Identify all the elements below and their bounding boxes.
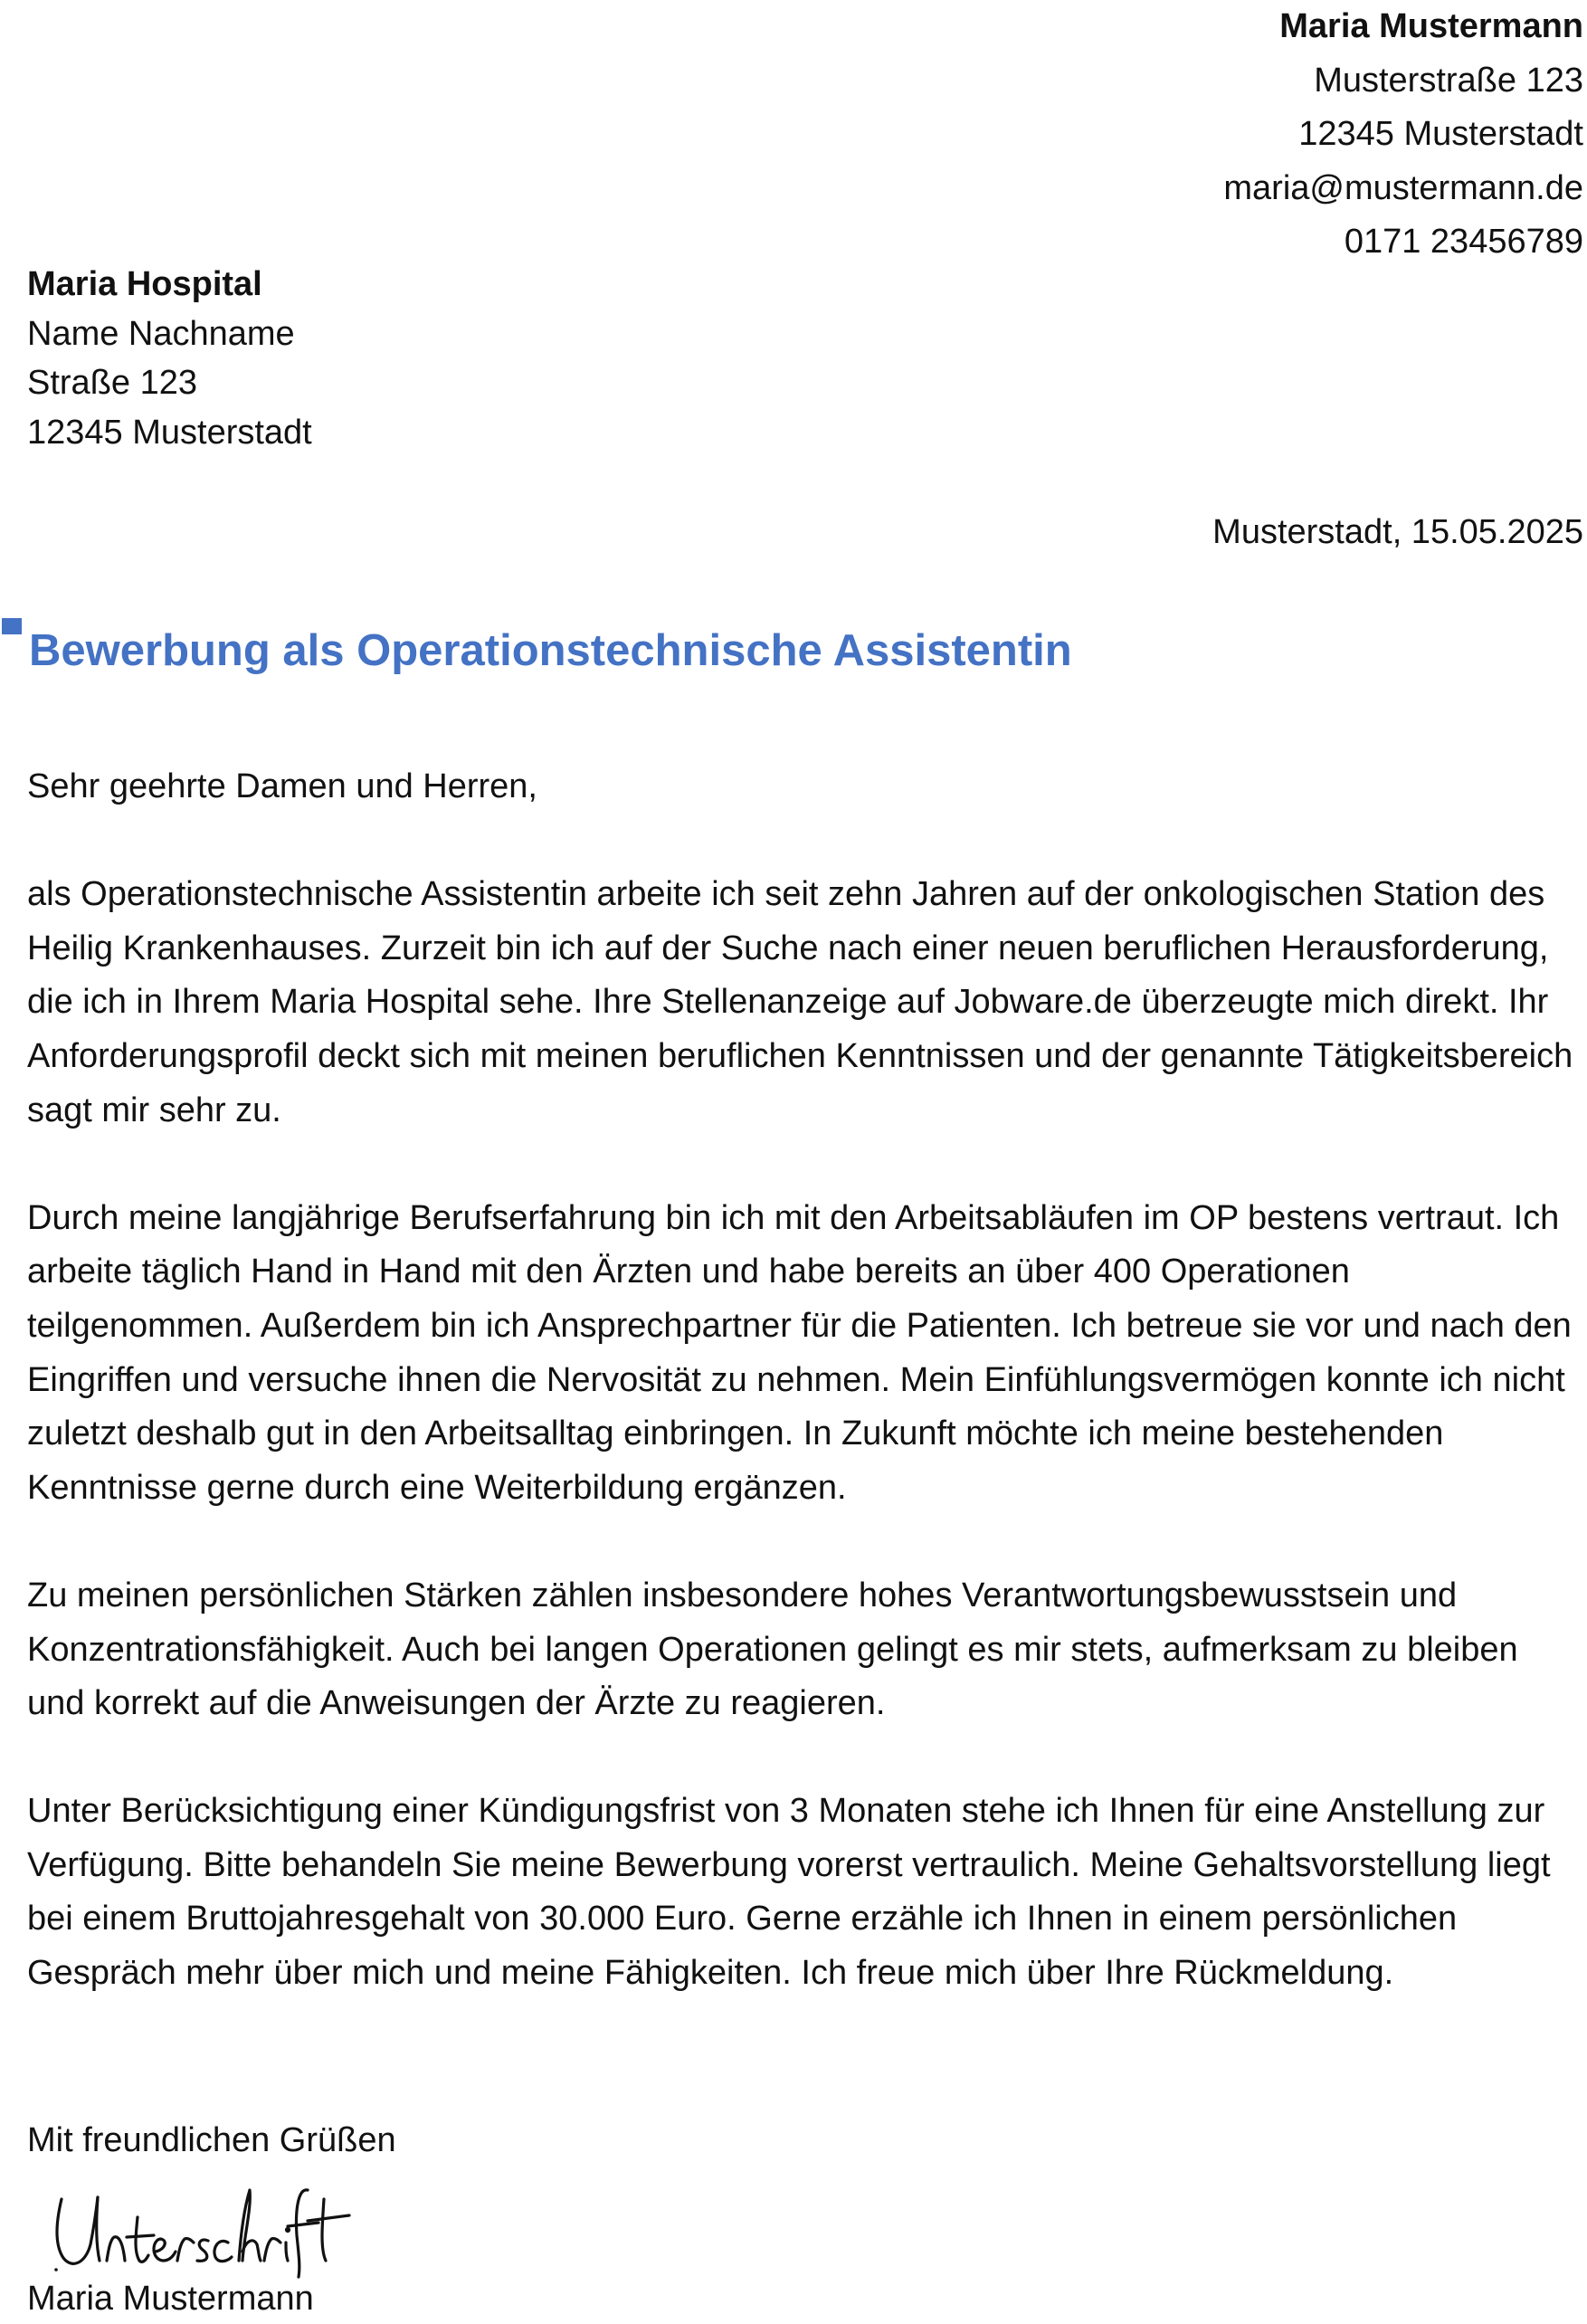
letter-date: Musterstadt, 15.05.2025 <box>1212 513 1583 551</box>
sender-email: maria@mustermann.de <box>1223 168 1583 207</box>
heading-marker <box>2 618 22 634</box>
recipient-company: Maria Hospital <box>27 265 262 303</box>
sender-phone: 0171 23456789 <box>1344 223 1583 261</box>
paragraph-1: als Operationstechnische Assistentin arbeite ich seit zehn Jahren auf der onkologischen Station des Heilig Krankenhauses. Zurzeit bin ich auf der Suche nach einer neuen beruflichen Herausforderung, die ich in Ihrem Maria Hospital sehe. Ihre Stellenanzeige auf Jobware.de überzeugte mich direkt. Ihr Anforderungsprofil deckt sich mit meinen beruflichen Kenntnissen und der genannte Tätigkeitsbereich sagt mir sehr zu. <box>27 875 1573 1129</box>
closing-phrase: Mit freundlichen Grüßen <box>27 2121 396 2159</box>
sender-name: Maria Mustermann <box>1279 7 1583 45</box>
salutation: Sehr geehrte Damen und Herren, <box>27 767 537 805</box>
paragraph-2: Durch meine langjährige Berufserfahrung bin ich mit den Arbeitsabläufen im OP bestens vertraut. Ich arbeite täglich Hand in Hand mit den Ärzten und habe bereits an über 400 Operationen teilgenommen. Außerdem bin ich Ansprechpartner für die Patienten. Ich betreue sie vor und nach den Eingriffen und versuche ihnen die Nervosität zu nehmen. Mein Einfühlungsvermögen konnte ich nicht zuletzt deshalb gut in den Arbeitsalltag einbringen. In Zukunft möchte ich meine bestehenden Kenntnisse gerne durch eine Weiterbildung ergänzen. <box>27 1198 1572 1507</box>
paragraph-3: Zu meinen persönlichen Stärken zählen insbesondere hohes Verantwortungsbewusstsein und Konzentrationsfähigkeit. Auch bei langen Operationen gelingt es mir stets, aufmerksam zu bleiben und korrekt auf die Anweisungen der Ärzte zu reagieren. <box>27 1576 1518 1723</box>
letter-subject: Bewerbung als Operationstechnische Assistentin <box>29 626 1072 675</box>
handwritten-signature <box>36 2172 362 2281</box>
recipient-address-block <box>27 260 312 457</box>
sender-street: Musterstraße 123 <box>1314 61 1583 100</box>
sender-city: 12345 Musterstadt <box>1298 115 1583 153</box>
sender-address-block <box>1223 0 1583 270</box>
recipient-street: Straße 123 <box>27 364 197 402</box>
signer-name: Maria Mustermann <box>27 2280 314 2318</box>
paragraph-4: Unter Berücksichtigung einer Kündigungsfrist von 3 Monaten stehe ich Ihnen für eine Anstellung zur Verfügung. Bitte behandeln Sie meine Bewerbung vorerst vertraulich. Meine Gehaltsvorstellung liegt bei einem Bruttojahresgehalt von 30.000 Euro. Gerne erzähle ich Ihnen in einem persönlichen Gespräch mehr über mich und meine Fähigkeiten. Ich freue mich über Ihre Rückmeldung. <box>27 1792 1551 1993</box>
letter-body <box>27 760 1583 2054</box>
recipient-contact: Name Nachname <box>27 314 295 353</box>
recipient-city: 12345 Musterstadt <box>27 413 312 452</box>
